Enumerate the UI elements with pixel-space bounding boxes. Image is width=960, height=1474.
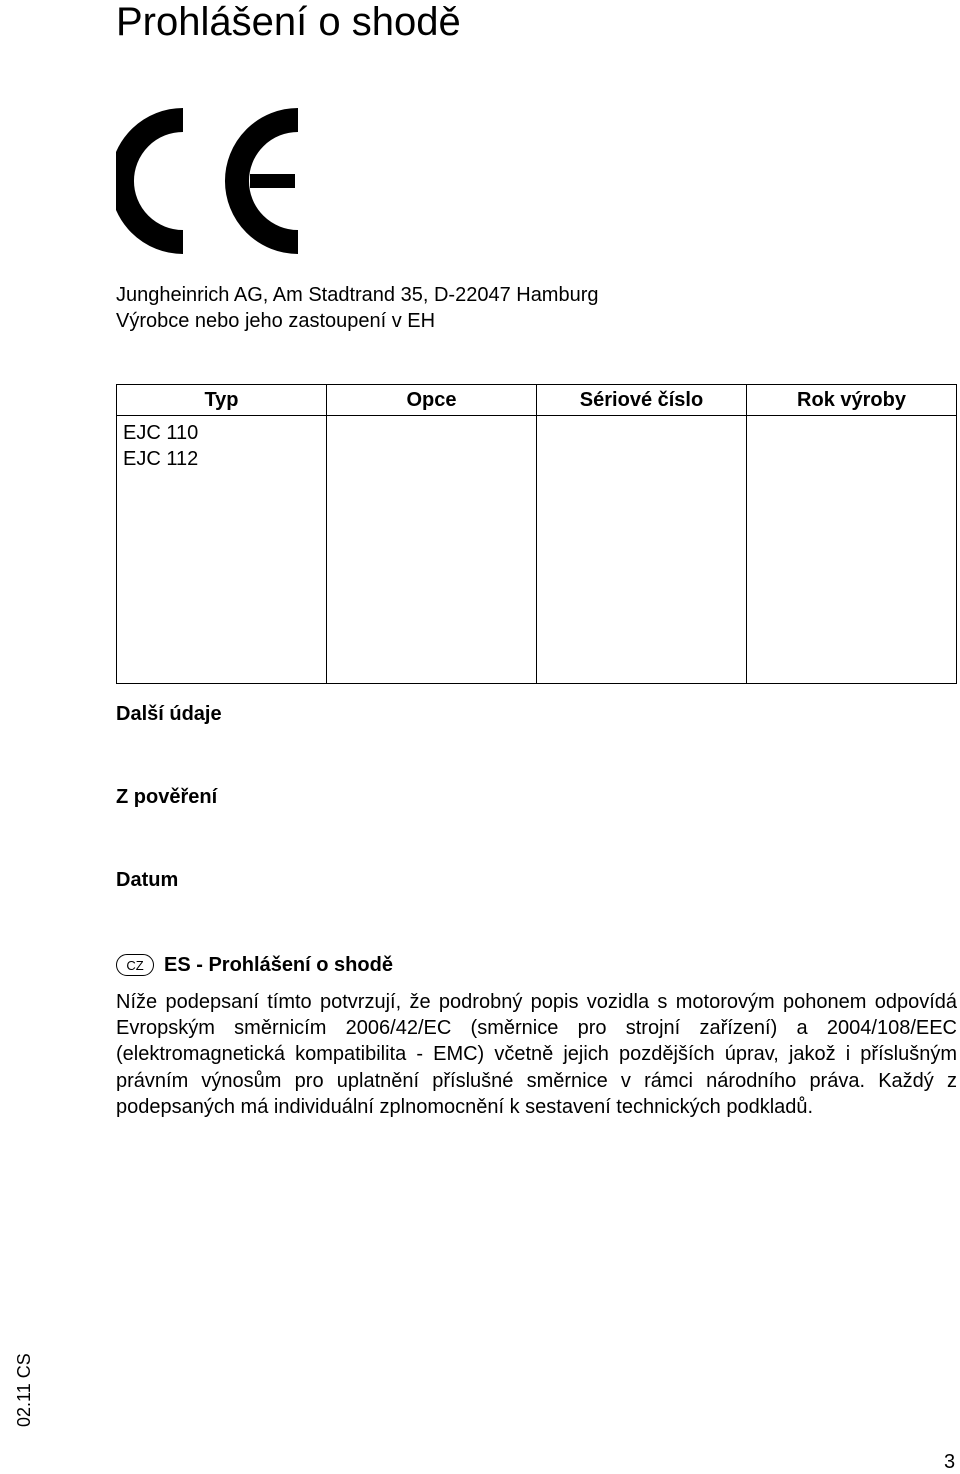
document-code: 02.11 CS	[14, 1353, 34, 1427]
model-item: EJC 110	[123, 422, 199, 444]
type-cell	[117, 416, 327, 684]
page-title: Prohlášení o shodě	[116, 0, 461, 44]
on-behalf-label: Z pověření	[116, 786, 218, 808]
manufacturer-role: Výrobce nebo jeho zastoupení v EH	[116, 310, 436, 332]
model-item: EJC 112	[123, 448, 199, 470]
ce-mark-icon	[116, 108, 312, 254]
option-cell	[327, 416, 537, 684]
country-code-badge: CZ	[116, 954, 154, 976]
header-option: Opce	[327, 385, 537, 416]
header-year: Rok výroby	[747, 385, 957, 416]
type-table	[116, 384, 957, 684]
manufacturer-address: Jungheinrich AG, Am Stadtrand 35, D-22047 Hamburg	[116, 284, 599, 306]
declaration-heading	[116, 952, 393, 978]
year-cell	[747, 416, 957, 684]
page-number: 3	[944, 1451, 956, 1473]
table-row	[117, 416, 957, 684]
manufacturer-block	[116, 282, 599, 334]
additional-info-label: Další údaje	[116, 703, 222, 725]
declaration-title: ES - Prohlášení o shodě	[164, 953, 393, 976]
date-label: Datum	[116, 869, 179, 891]
serial-number-cell	[537, 416, 747, 684]
declaration-text: Níže podepsaní tímto potvrzují, že podrobný popis vozidla s motorovým pohonem odpovídá Evropským směrnicím 2006/42/EC (směrnice pro strojní zařízení) a 2004/108/EEC (elektromagnetická kompatibilita - EMC) včetně jejich pozdějších úprav, jakož i příslušným právním výnosům pro uplatnění příslušné směrnice v rámci národního práva. Každý z podepsaných má individuální zplnomocnění k sestavení technických podkladů.	[116, 991, 957, 1118]
header-serial-number: Sériové číslo	[537, 385, 747, 416]
header-type: Typ	[117, 385, 327, 416]
table-header-row	[117, 385, 957, 416]
